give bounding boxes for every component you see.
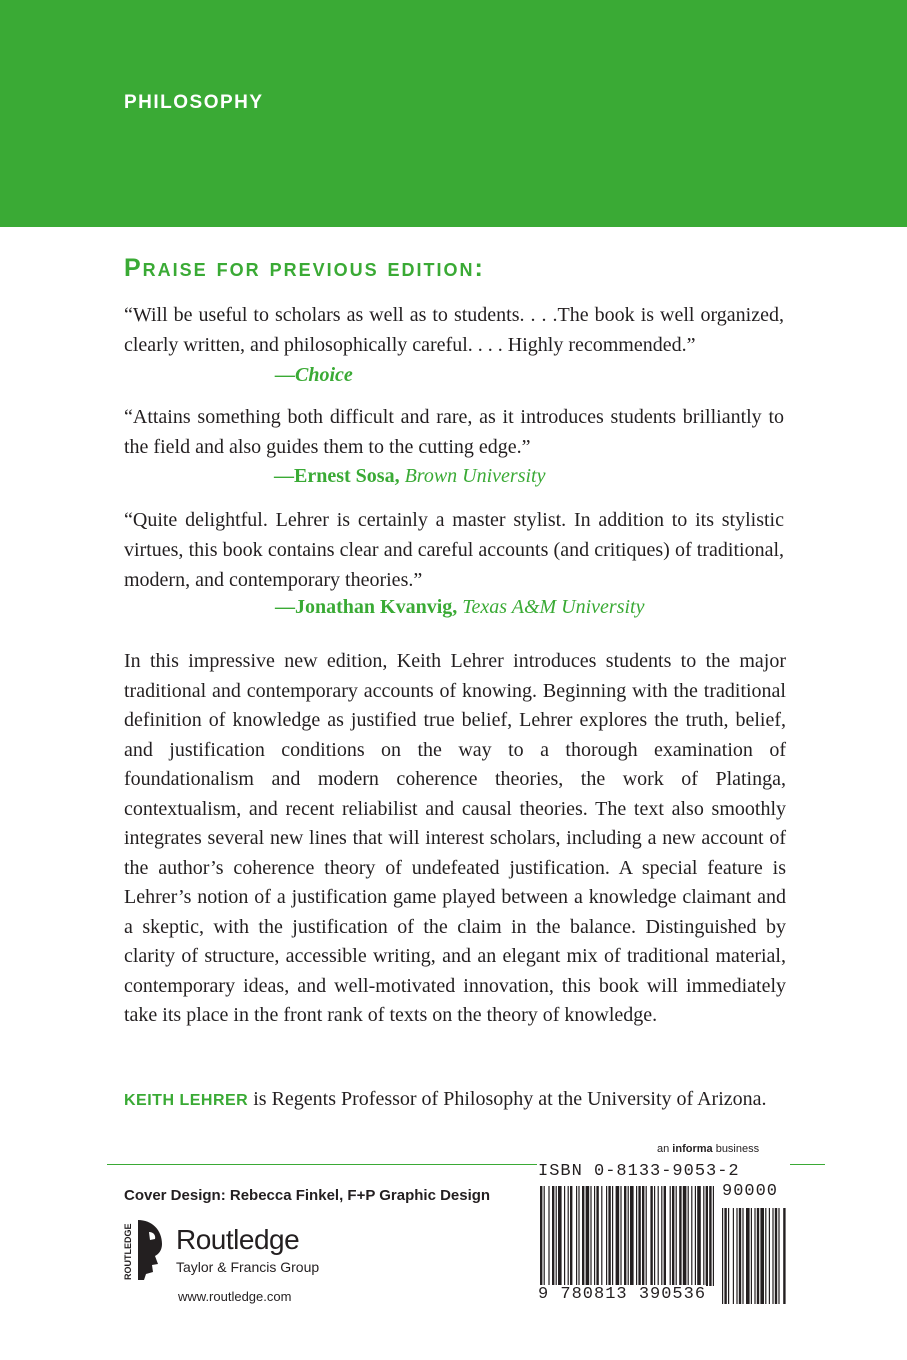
barcode-bar (664, 1186, 666, 1286)
barcode-bar (540, 1186, 542, 1286)
header-band (0, 0, 907, 227)
author-bio-text: is Regents Professor of Philosophy at the University of Arizona. (248, 1088, 767, 1110)
barcode-bar (612, 1186, 613, 1286)
divider-rule-right (790, 1164, 825, 1165)
informa-business-label (657, 1143, 759, 1155)
barcode-addon-bar (765, 1208, 766, 1304)
barcode-bar (582, 1186, 584, 1286)
barcode-bar (636, 1186, 637, 1286)
barcode-bar (679, 1186, 681, 1286)
praise-heading: Praise for previous edition: (124, 254, 485, 282)
informa-prefix: an (657, 1143, 673, 1155)
barcode-bar (570, 1186, 572, 1286)
barcode-bar (650, 1186, 652, 1286)
barcode-bar (658, 1186, 659, 1286)
cover-design-credit: Cover Design: Rebecca Finkel, F+P Graphic Design (124, 1187, 491, 1204)
barcode-bar (683, 1186, 687, 1286)
publisher-group: Taylor & Francis Group (176, 1259, 320, 1275)
quote-sosa-affiliation: Brown University (404, 465, 546, 487)
quote-choice-source: —Choice (275, 364, 353, 386)
barcode-bar (638, 1186, 640, 1286)
barcode-addon-bar (778, 1208, 779, 1304)
publisher-website: www.routledge.com (178, 1289, 292, 1304)
barcode-addon-bar (757, 1208, 759, 1304)
barcode-bar (661, 1186, 662, 1286)
barcode-bar (576, 1186, 577, 1286)
barcode-bar (642, 1186, 644, 1286)
barcode-bar (628, 1186, 629, 1286)
barcode-addon-bar (769, 1208, 770, 1304)
barcode-bar (558, 1186, 562, 1286)
barcode-bar (676, 1186, 677, 1286)
barcode-bar (691, 1186, 692, 1286)
barcode-addon-bar (783, 1208, 785, 1304)
ean-digits: 9 780813 390536 (538, 1285, 707, 1304)
barcode-bar (624, 1186, 626, 1286)
barcode-bar (695, 1186, 696, 1286)
barcode-bar (713, 1186, 714, 1286)
barcode-addon-bar (746, 1208, 750, 1304)
barcode-bar (568, 1186, 569, 1286)
quote-sosa-attribution (274, 461, 546, 491)
barcode-addon-bar (728, 1208, 729, 1304)
barcode-bar (606, 1186, 607, 1286)
barcode-bar (654, 1186, 655, 1286)
barcode-bar (544, 1186, 545, 1286)
barcode-addon-bar (760, 1208, 764, 1304)
barcode-addon-bar (754, 1208, 755, 1304)
barcode-bar (590, 1186, 591, 1286)
quote-kvanvig-affiliation: Texas A&M University (462, 596, 645, 618)
barcode-bar (616, 1186, 620, 1286)
barcode-bar (703, 1186, 704, 1286)
barcode-bar (697, 1186, 701, 1286)
book-description: In this impressive new edition, Keith Lehrer introduces students to the major traditional and contemporary accounts of knowing. Beginning with the traditional definition of knowledge as justified true belief, Lehrer explores the truth, belief, and justification conditions on the way to a thorough examination of foundationalism and modern coherence theories, the work of Platinga, contextualism, and recent reliabilist and causal theories. The text also smoothly integrates several new lines that will interest scholars, including a new account of the author’s coherence theory of undefeated justification. A special feature is Lehrer’s notion of a justification game played between a knowledge claimant and a skeptic, with the justification of the claim in the balance. Distinguished by clarity of structure, accessible writing, and an elegant mix of traditional material, contemporary ideas, and well-motivated innovation, this book will immediately take its place in the front rank of texts on the theory of knowledge. (124, 650, 786, 1026)
barcode-bar (670, 1186, 671, 1286)
barcode-bar (646, 1186, 647, 1286)
barcode-bar (672, 1186, 674, 1286)
quote-kvanvig-text: “Quite delightful. Lehrer is certainly a master stylist. In addition to its stylistic virtues, this book contains clear and careful accounts (and critiques) of traditional, modern, and contemporary theories.” (124, 509, 784, 591)
barcode-addon-bar (751, 1208, 752, 1304)
quote-sosa-name: —Ernest Sosa, (274, 465, 400, 487)
barcode-bar (594, 1186, 595, 1286)
routledge-vertical-text: ROUTLEDGE (123, 1223, 133, 1280)
barcode-bar (556, 1186, 557, 1286)
barcode-bar (630, 1186, 634, 1286)
price-code: 90000 (722, 1182, 779, 1201)
barcode-bar (601, 1186, 602, 1286)
divider-rule-left (107, 1164, 537, 1165)
barcode-bar (586, 1186, 590, 1286)
barcode-bar (552, 1186, 554, 1286)
barcode-addon-bar (772, 1208, 773, 1304)
quote-choice-text: “Will be useful to scholars as well as to students. . . .The book is well organized, clearly written, and philosophically careful. . . . Highly recommended.” (124, 304, 784, 356)
category-label: PHILOSOPHY (124, 92, 264, 113)
author-bio (124, 1084, 804, 1116)
barcode-addon-bar (722, 1208, 723, 1304)
barcode-addon-bar (733, 1208, 734, 1304)
publisher-name: Routledge (176, 1224, 300, 1255)
barcode-addon-bar (724, 1208, 726, 1304)
barcode-addon-bar (739, 1208, 741, 1304)
barcode-addon-bar (736, 1208, 737, 1304)
author-name: KEITH LEHRER (124, 1092, 249, 1109)
isbn-label: ISBN 0-8133-9053-2 (538, 1162, 740, 1181)
quote-choice-attribution (275, 360, 353, 390)
barcode-bar (688, 1186, 689, 1286)
barcode-addon-bar (775, 1208, 777, 1304)
barcode-bar (578, 1186, 579, 1286)
quote-sosa-text: “Attains something both difficult and rare, as it introduces students brilliantly to the field and also guides them to the cutting edge.” (124, 406, 784, 458)
barcode-addon-bar (742, 1208, 743, 1304)
informa-brand: informa (672, 1143, 713, 1155)
barcode-bar (548, 1186, 549, 1286)
quote-kvanvig-attribution (275, 592, 644, 622)
quote-kvanvig-name: —Jonathan Kvanvig, (275, 596, 458, 618)
barcode-bar (620, 1186, 621, 1286)
barcode-bar (596, 1186, 598, 1286)
informa-suffix: business (712, 1143, 760, 1155)
barcode-bar (608, 1186, 610, 1286)
barcode-bar (709, 1186, 711, 1286)
barcode-bar (706, 1186, 708, 1286)
routledge-logo-icon (122, 1218, 166, 1282)
barcode-bar (564, 1186, 565, 1286)
